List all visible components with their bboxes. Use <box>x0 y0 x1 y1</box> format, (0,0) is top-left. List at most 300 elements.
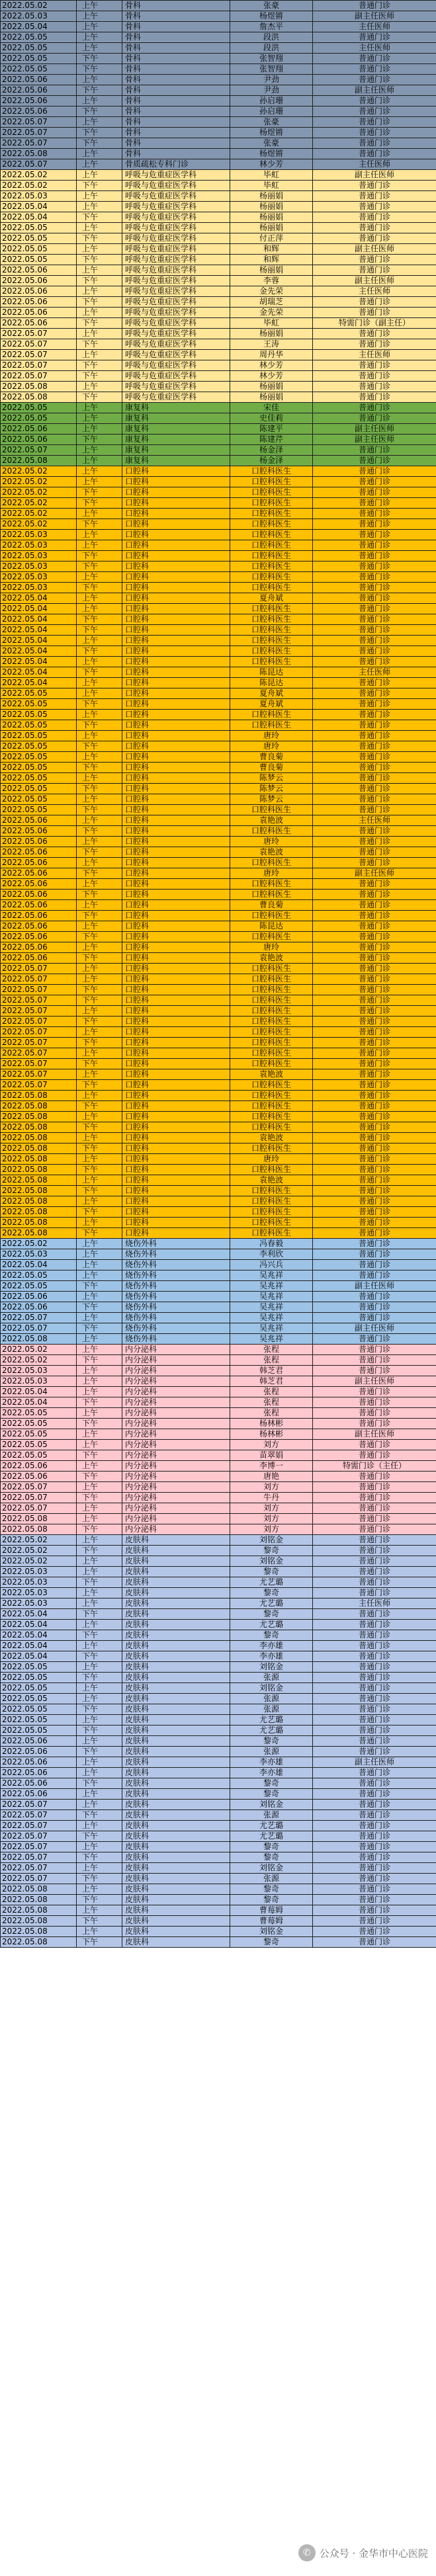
time-slot-cell: 下午 <box>77 339 122 350</box>
time-slot-cell: 下午 <box>77 233 122 244</box>
doctor-cell: 口腔科医生 <box>230 1228 313 1239</box>
clinic-type-cell: 普通门诊 <box>313 688 436 699</box>
table-row <box>1 1196 436 1207</box>
clinic-type-cell: 普通门诊 <box>313 1270 436 1281</box>
date-cell: 2022.05.03 <box>1 1588 77 1599</box>
table-row <box>1 985 436 995</box>
department-cell: 骨科 <box>122 117 230 128</box>
clinic-type-cell: 普通门诊 <box>313 1027 436 1038</box>
date-cell: 2022.05.05 <box>1 688 77 699</box>
table-row <box>1 128 436 138</box>
table-row <box>1 1450 436 1461</box>
clinic-type-cell: 普通门诊 <box>313 1884 436 1895</box>
clinic-type-cell: 普通门诊 <box>313 625 436 636</box>
date-cell: 2022.05.03 <box>1 1599 77 1609</box>
clinic-type-cell: 普通门诊 <box>313 890 436 900</box>
doctor-cell: 口腔科医生 <box>230 604 313 614</box>
time-slot-cell: 下午 <box>77 1122 122 1133</box>
department-cell: 口腔科 <box>122 1196 230 1207</box>
clinic-type-cell: 普通门诊 <box>313 371 436 382</box>
table-row <box>1 487 436 498</box>
doctor-cell: 尤艺璐 <box>230 1599 313 1609</box>
time-slot-cell: 上午 <box>77 636 122 646</box>
doctor-cell: 杨丽娟 <box>230 392 313 403</box>
date-cell: 2022.05.06 <box>1 1789 77 1800</box>
clinic-type-cell: 普通门诊 <box>313 731 436 741</box>
clinic-type-cell: 普通门诊 <box>313 572 436 583</box>
date-cell: 2022.05.03 <box>1 11 77 22</box>
department-cell: 口腔科 <box>122 509 230 519</box>
clinic-type-cell: 普通门诊 <box>313 1239 436 1249</box>
time-slot-cell: 上午 <box>77 170 122 181</box>
doctor-cell: 曹良菊 <box>230 900 313 911</box>
doctor-cell: 口腔科医生 <box>230 657 313 667</box>
department-cell: 口腔科 <box>122 583 230 593</box>
doctor-cell: 金先荣 <box>230 308 313 318</box>
department-cell: 皮肤科 <box>122 1852 230 1863</box>
department-cell: 皮肤科 <box>122 1725 230 1736</box>
time-slot-cell: 下午 <box>77 318 122 329</box>
department-cell: 皮肤科 <box>122 1757 230 1768</box>
department-cell: 口腔科 <box>122 763 230 773</box>
table-row <box>1 1789 436 1800</box>
clinic-type-cell: 普通门诊 <box>313 1747 436 1757</box>
date-cell: 2022.05.08 <box>1 1514 77 1524</box>
clinic-type-cell: 副主任医师 <box>313 276 436 286</box>
time-slot-cell: 上午 <box>77 731 122 741</box>
time-slot-cell: 下午 <box>77 953 122 964</box>
date-cell: 2022.05.08 <box>1 1207 77 1218</box>
date-cell: 2022.05.07 <box>1 1017 77 1027</box>
doctor-cell: 袁艳波 <box>230 1175 313 1186</box>
doctor-cell: 口腔科医生 <box>230 540 313 551</box>
department-cell: 骨科 <box>122 96 230 106</box>
date-cell: 2022.05.07 <box>1 1852 77 1863</box>
time-slot-cell: 上午 <box>77 1461 122 1472</box>
date-cell: 2022.05.02 <box>1 498 77 509</box>
clinic-type-cell: 普通门诊 <box>313 1535 436 1546</box>
table-row <box>1 1757 436 1768</box>
clinic-type-cell: 副主任医师 <box>313 435 436 445</box>
time-slot-cell: 上午 <box>77 466 122 477</box>
time-slot-cell: 上午 <box>77 1905 122 1916</box>
date-cell: 2022.05.06 <box>1 826 77 837</box>
date-cell: 2022.05.07 <box>1 138 77 149</box>
time-slot-cell: 下午 <box>77 847 122 858</box>
doctor-cell: 口腔科医生 <box>230 561 313 572</box>
table-row <box>1 509 436 519</box>
date-cell: 2022.05.08 <box>1 382 77 392</box>
clinic-type-cell: 普通门诊 <box>313 1620 436 1630</box>
table-row <box>1 1620 436 1630</box>
department-cell: 骨科 <box>122 32 230 43</box>
date-cell: 2022.05.05 <box>1 805 77 815</box>
clinic-type-cell: 普通门诊 <box>313 1852 436 1863</box>
table-row <box>1 1567 436 1577</box>
doctor-cell: 尹劲 <box>230 85 313 96</box>
date-cell: 2022.05.06 <box>1 96 77 106</box>
time-slot-cell: 下午 <box>77 1355 122 1366</box>
time-slot-cell: 上午 <box>77 382 122 392</box>
doctor-cell: 吴兆祥 <box>230 1281 313 1292</box>
department-cell: 口腔科 <box>122 921 230 932</box>
date-cell: 2022.05.08 <box>1 1895 77 1905</box>
date-cell: 2022.05.05 <box>1 244 77 255</box>
time-slot-cell: 上午 <box>77 1503 122 1514</box>
doctor-cell: 冯兴兵 <box>230 1260 313 1270</box>
department-cell: 皮肤科 <box>122 1821 230 1831</box>
department-cell: 烧伤外科 <box>122 1260 230 1270</box>
clinic-type-cell: 普通门诊 <box>313 773 436 784</box>
time-slot-cell: 下午 <box>77 1852 122 1863</box>
time-slot-cell: 上午 <box>77 1620 122 1630</box>
department-cell: 烧伤外科 <box>122 1313 230 1323</box>
clinic-type-cell: 副主任医师 <box>313 1757 436 1768</box>
date-cell: 2022.05.08 <box>1 1916 77 1927</box>
time-slot-cell: 上午 <box>77 477 122 487</box>
department-cell: 皮肤科 <box>122 1715 230 1725</box>
clinic-type-cell: 普通门诊 <box>313 509 436 519</box>
department-cell: 口腔科 <box>122 1165 230 1175</box>
doctor-cell: 口腔科医生 <box>230 646 313 657</box>
clinic-type-cell: 普通门诊 <box>313 699 436 710</box>
time-slot-cell: 上午 <box>77 1270 122 1281</box>
department-cell: 皮肤科 <box>122 1768 230 1778</box>
table-row <box>1 1736 436 1747</box>
date-cell: 2022.05.04 <box>1 636 77 646</box>
table-row <box>1 1662 436 1673</box>
doctor-cell: 口腔科医生 <box>230 487 313 498</box>
date-cell: 2022.05.02 <box>1 466 77 477</box>
table-row <box>1 593 436 604</box>
doctor-cell: 段洪 <box>230 32 313 43</box>
date-cell: 2022.05.06 <box>1 1461 77 1472</box>
doctor-cell: 刘铭金 <box>230 1662 313 1673</box>
time-slot-cell: 上午 <box>77 1239 122 1249</box>
doctor-cell: 陈昆达 <box>230 921 313 932</box>
table-row <box>1 1493 436 1503</box>
doctor-cell: 史佳莉 <box>230 413 313 424</box>
doctor-cell: 夏舟斌 <box>230 593 313 604</box>
doctor-cell: 刘方 <box>230 1503 313 1514</box>
doctor-cell: 毕虹 <box>230 170 313 181</box>
department-cell: 骨科 <box>122 54 230 64</box>
table-row <box>1 1207 436 1218</box>
time-slot-cell: 上午 <box>77 1366 122 1376</box>
doctor-cell: 刘方 <box>230 1514 313 1524</box>
date-cell: 2022.05.05 <box>1 1673 77 1683</box>
department-cell: 内分泌科 <box>122 1355 230 1366</box>
time-slot-cell: 上午 <box>77 1292 122 1302</box>
clinic-type-cell: 特需门诊（主任） <box>313 1461 436 1472</box>
clinic-type-cell: 普通门诊 <box>313 1736 436 1747</box>
doctor-cell: 张程 <box>230 1345 313 1355</box>
doctor-cell: 杨煜锵 <box>230 149 313 159</box>
clinic-type-cell: 普通门诊 <box>313 265 436 276</box>
clinic-type-cell: 特需门诊（副主任） <box>313 318 436 329</box>
table-row <box>1 805 436 815</box>
date-cell: 2022.05.05 <box>1 1725 77 1736</box>
clinic-type-cell: 普通门诊 <box>313 1715 436 1725</box>
time-slot-cell: 下午 <box>77 255 122 265</box>
clinic-type-cell: 普通门诊 <box>313 858 436 868</box>
doctor-cell: 曹良菊 <box>230 763 313 773</box>
time-slot-cell: 上午 <box>77 11 122 22</box>
table-row <box>1 540 436 551</box>
time-slot-cell: 下午 <box>77 561 122 572</box>
time-slot-cell: 下午 <box>77 1895 122 1905</box>
date-cell: 2022.05.06 <box>1 297 77 308</box>
table-row <box>1 159 436 170</box>
department-cell: 口腔科 <box>122 731 230 741</box>
clinic-type-cell: 普通门诊 <box>313 530 436 540</box>
doctor-cell: 尤艺璐 <box>230 1715 313 1725</box>
date-cell: 2022.05.05 <box>1 752 77 763</box>
table-row <box>1 202 436 212</box>
department-cell: 皮肤科 <box>122 1588 230 1599</box>
date-cell: 2022.05.07 <box>1 1048 77 1059</box>
time-slot-cell: 上午 <box>77 1768 122 1778</box>
table-row <box>1 1408 436 1419</box>
date-cell: 2022.05.06 <box>1 308 77 318</box>
table-row <box>1 1292 436 1302</box>
date-cell: 2022.05.07 <box>1 1069 77 1080</box>
clinic-type-cell: 普通门诊 <box>313 308 436 318</box>
date-cell: 2022.05.02 <box>1 1546 77 1556</box>
department-cell: 口腔科 <box>122 1154 230 1165</box>
doctor-cell: 口腔科医生 <box>230 879 313 890</box>
time-slot-cell: 下午 <box>77 106 122 117</box>
table-row <box>1 667 436 678</box>
table-row <box>1 837 436 847</box>
time-slot-cell: 上午 <box>77 223 122 233</box>
doctor-cell: 口腔科医生 <box>230 911 313 921</box>
doctor-cell: 牛丹 <box>230 1493 313 1503</box>
doctor-cell: 孙启珊 <box>230 106 313 117</box>
table-row <box>1 710 436 720</box>
doctor-cell: 刘方 <box>230 1482 313 1493</box>
time-slot-cell: 上午 <box>77 308 122 318</box>
department-cell: 皮肤科 <box>122 1620 230 1630</box>
time-slot-cell: 上午 <box>77 265 122 276</box>
clinic-type-cell: 普通门诊 <box>313 1683 436 1694</box>
department-cell: 皮肤科 <box>122 1567 230 1577</box>
time-slot-cell: 上午 <box>77 879 122 890</box>
table-row <box>1 477 436 487</box>
clinic-type-cell: 普通门诊 <box>313 1651 436 1662</box>
time-slot-cell: 上午 <box>77 657 122 667</box>
date-cell: 2022.05.06 <box>1 1292 77 1302</box>
department-cell: 口腔科 <box>122 1006 230 1017</box>
department-cell: 内分泌科 <box>122 1408 230 1419</box>
department-cell: 口腔科 <box>122 995 230 1006</box>
date-cell: 2022.05.07 <box>1 985 77 995</box>
department-cell: 康复科 <box>122 413 230 424</box>
table-row <box>1 1133 436 1143</box>
clinic-type-cell: 普通门诊 <box>313 1175 436 1186</box>
department-cell: 康复科 <box>122 403 230 413</box>
department-cell: 皮肤科 <box>122 1884 230 1895</box>
clinic-type-cell: 普通门诊 <box>313 1577 436 1588</box>
table-row <box>1 1472 436 1482</box>
clinic-type-cell: 主任医师 <box>313 159 436 170</box>
time-slot-cell: 上午 <box>77 530 122 540</box>
time-slot-cell: 上午 <box>77 1863 122 1874</box>
department-cell: 口腔科 <box>122 667 230 678</box>
time-slot-cell: 上午 <box>77 1260 122 1270</box>
table-row <box>1 54 436 64</box>
department-cell: 呼吸与危重症医学科 <box>122 265 230 276</box>
time-slot-cell: 上午 <box>77 329 122 339</box>
clinic-type-cell: 普通门诊 <box>313 826 436 837</box>
department-cell: 皮肤科 <box>122 1556 230 1567</box>
table-row <box>1 1916 436 1927</box>
date-cell: 2022.05.08 <box>1 1186 77 1196</box>
table-row <box>1 392 436 403</box>
doctor-cell: 刘铭金 <box>230 1927 313 1937</box>
table-row <box>1 1334 436 1345</box>
date-cell: 2022.05.06 <box>1 276 77 286</box>
table-row <box>1 498 436 509</box>
table-row <box>1 1641 436 1651</box>
time-slot-cell: 下午 <box>77 1323 122 1334</box>
doctor-cell: 袁艳波 <box>230 815 313 826</box>
department-cell: 口腔科 <box>122 710 230 720</box>
department-cell: 皮肤科 <box>122 1609 230 1620</box>
clinic-type-cell: 普通门诊 <box>313 1292 436 1302</box>
table-row <box>1 1122 436 1133</box>
doctor-cell: 黎奇 <box>230 1842 313 1852</box>
time-slot-cell: 上午 <box>77 1429 122 1440</box>
department-cell: 口腔科 <box>122 784 230 794</box>
time-slot-cell: 上午 <box>77 32 122 43</box>
clinic-type-cell: 普通门诊 <box>313 1249 436 1260</box>
time-slot-cell: 下午 <box>77 212 122 223</box>
time-slot-cell: 下午 <box>77 741 122 752</box>
clinic-type-cell: 普通门诊 <box>313 879 436 890</box>
time-slot-cell: 下午 <box>77 1778 122 1789</box>
department-cell: 口腔科 <box>122 826 230 837</box>
clinic-type-cell: 主任医师 <box>313 43 436 54</box>
time-slot-cell: 下午 <box>77 297 122 308</box>
department-cell: 口腔科 <box>122 837 230 847</box>
date-cell: 2022.05.05 <box>1 731 77 741</box>
clinic-type-cell: 普通门诊 <box>313 1567 436 1577</box>
doctor-cell: 口腔科医生 <box>230 985 313 995</box>
table-row <box>1 413 436 424</box>
table-row <box>1 1535 436 1546</box>
date-cell: 2022.05.08 <box>1 1091 77 1101</box>
date-cell: 2022.05.03 <box>1 530 77 540</box>
clinic-type-cell: 普通门诊 <box>313 1440 436 1450</box>
clinic-type-cell: 普通门诊 <box>313 1450 436 1461</box>
clinic-type-cell: 普通门诊 <box>313 149 436 159</box>
date-cell: 2022.05.05 <box>1 1704 77 1715</box>
table-row <box>1 1747 436 1757</box>
clinic-type-cell: 普通门诊 <box>313 64 436 75</box>
date-cell: 2022.05.05 <box>1 1281 77 1292</box>
date-cell: 2022.05.03 <box>1 572 77 583</box>
time-slot-cell: 上午 <box>77 43 122 54</box>
clinic-type-cell: 普通门诊 <box>313 974 436 985</box>
date-cell: 2022.05.04 <box>1 22 77 32</box>
date-cell: 2022.05.03 <box>1 1366 77 1376</box>
clinic-type-cell: 普通门诊 <box>313 752 436 763</box>
watermark <box>298 2544 428 2561</box>
date-cell: 2022.05.06 <box>1 75 77 85</box>
department-cell: 口腔科 <box>122 657 230 667</box>
time-slot-cell: 上午 <box>77 752 122 763</box>
date-cell: 2022.05.07 <box>1 159 77 170</box>
table-row <box>1 276 436 286</box>
clinic-type-cell: 普通门诊 <box>313 1122 436 1133</box>
clinic-type-cell: 普通门诊 <box>313 900 436 911</box>
doctor-cell: 唐玲 <box>230 731 313 741</box>
department-cell: 口腔科 <box>122 1091 230 1101</box>
time-slot-cell: 上午 <box>77 424 122 435</box>
clinic-type-cell: 副主任医师 <box>313 1281 436 1292</box>
department-cell: 皮肤科 <box>122 1641 230 1651</box>
department-cell: 口腔科 <box>122 752 230 763</box>
table-row <box>1 1228 436 1239</box>
doctor-cell: 吴兆祥 <box>230 1302 313 1313</box>
date-cell: 2022.05.08 <box>1 1884 77 1895</box>
doctor-cell: 李亦雄 <box>230 1768 313 1778</box>
clinic-type-cell: 普通门诊 <box>313 1017 436 1027</box>
department-cell: 烧伤外科 <box>122 1270 230 1281</box>
department-cell: 口腔科 <box>122 487 230 498</box>
doctor-cell: 尤艺璐 <box>230 1831 313 1842</box>
date-cell: 2022.05.07 <box>1 339 77 350</box>
doctor-cell: 黎奇 <box>230 1778 313 1789</box>
table-row <box>1 339 436 350</box>
department-cell: 口腔科 <box>122 985 230 995</box>
department-cell: 骨科 <box>122 85 230 96</box>
table-row <box>1 382 436 392</box>
time-slot-cell: 下午 <box>77 995 122 1006</box>
department-cell: 内分泌科 <box>122 1450 230 1461</box>
doctor-cell: 韩芝君 <box>230 1376 313 1387</box>
clinic-type-cell: 普通门诊 <box>313 720 436 731</box>
doctor-cell: 和辉 <box>230 244 313 255</box>
table-row <box>1 858 436 868</box>
clinic-type-cell: 普通门诊 <box>313 403 436 413</box>
table-row <box>1 32 436 43</box>
department-cell: 呼吸与危重症医学科 <box>122 308 230 318</box>
doctor-cell: 周丹华 <box>230 350 313 360</box>
doctor-cell: 夏舟斌 <box>230 688 313 699</box>
date-cell: 2022.05.08 <box>1 1175 77 1186</box>
doctor-cell: 口腔科医生 <box>230 995 313 1006</box>
department-cell: 康复科 <box>122 445 230 456</box>
doctor-cell: 口腔科医生 <box>230 572 313 583</box>
date-cell: 2022.05.04 <box>1 614 77 625</box>
department-cell: 口腔科 <box>122 1101 230 1112</box>
doctor-cell: 苗翠娟 <box>230 1450 313 1461</box>
date-cell: 2022.05.04 <box>1 1651 77 1662</box>
doctor-cell: 口腔科医生 <box>230 636 313 646</box>
date-cell: 2022.05.04 <box>1 593 77 604</box>
table-row <box>1 794 436 805</box>
department-cell: 口腔科 <box>122 1175 230 1186</box>
table-row <box>1 646 436 657</box>
doctor-cell: 刘方 <box>230 1440 313 1450</box>
department-cell: 骨科 <box>122 1 230 11</box>
date-cell: 2022.05.02 <box>1 477 77 487</box>
doctor-cell: 唐玲 <box>230 837 313 847</box>
table-row <box>1 456 436 466</box>
date-cell: 2022.05.03 <box>1 1567 77 1577</box>
